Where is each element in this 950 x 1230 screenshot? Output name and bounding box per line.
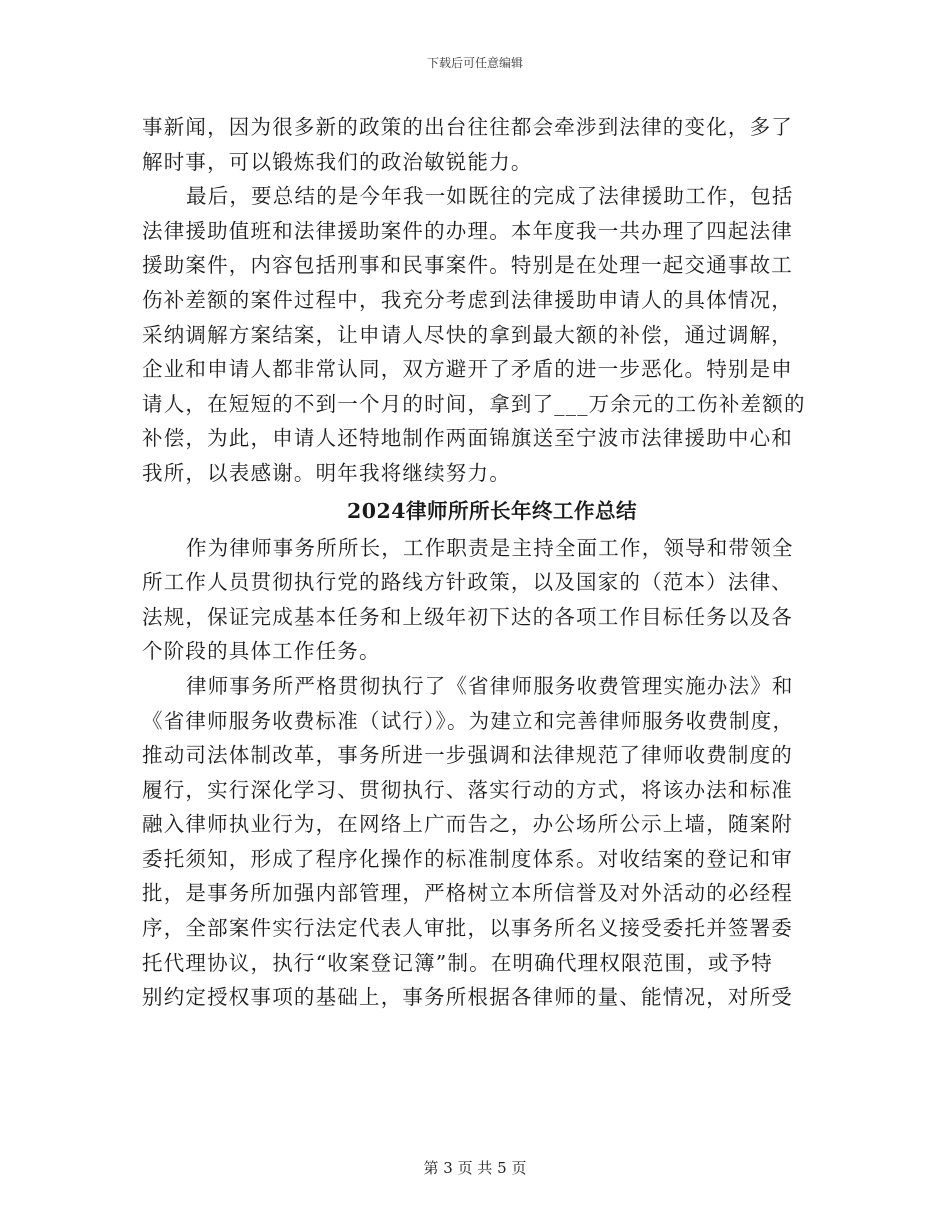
text-line: 融入律师执业行为，在网络上广而告之，办公场所公示上墙，随案附 (142, 812, 793, 837)
text-line: 批，是事务所加强内部管理，严格树立本所信誉及对外活动的必经程 (142, 881, 793, 906)
text-line: 解时事，可以锻炼我们的政治敏锐能力。 (142, 149, 533, 174)
text-line: 作为律师事务所所长，工作职责是主持全面工作，领导和带领全 (186, 535, 794, 560)
text-line: 伤补差额的案件过程中，我充分考虑到法律援助申请人的具体情况， (142, 287, 793, 312)
page-header: 下载后可任意编辑 (426, 56, 523, 70)
text-line: 个阶段的具体工作任务。 (142, 639, 381, 664)
text-line: 采纳调解方案结案，让申请人尽快的拿到最大额的补偿，通过调解， (142, 322, 793, 347)
text-line: 序，全部案件实行法定代表人审批，以事务所名义接受委托并签署委 (142, 916, 793, 941)
text-line: 法规，保证完成基本任务和上级年初下达的各项工作目标任务以及各 (142, 604, 793, 629)
text-line: 我所，以表感谢。明年我将继续努力。 (142, 460, 511, 485)
text-line: 推动司法体制改革，事务所进一步强调和法律规范了律师收费制度的 (142, 743, 793, 768)
text-line: 律师事务所严格贯彻执行了《省律师服务收费管理实施办法》和 (186, 673, 794, 698)
text-line: 补偿，为此，申请人还特地制作两面锦旗送至宁波市法律援助中心和 (142, 426, 793, 451)
text-line: 事新闻，因为很多新的政策的出台往往都会牵涉到法律的变化，多了 (142, 115, 793, 139)
text-line: 托代理协议，执行“收案登记簿”制。在明确代理权限范围，或予特 (142, 950, 773, 975)
paragraph (142, 531, 822, 669)
section-title: 2024律师所所长年终工作总结 (346, 498, 638, 523)
text-line: 请人，在短短的不到一个月的时间，拿到了___万余元的工伤补差额的 (142, 391, 806, 416)
paragraph (142, 110, 822, 179)
text-line: 法律援助值班和法律援助案件的办理。本年度我一共办理了四起法律 (142, 218, 793, 243)
text-line: 别约定授权事项的基础上，事务所根据各律师的量、能情况，对所受 (142, 985, 793, 1010)
document-body (142, 110, 822, 1015)
paragraph (142, 669, 822, 1015)
text-line: 所工作人员贯彻执行党的路线方针政策，以及国家的（范本）法律、 (142, 570, 793, 595)
page-number: 第 3 页 共 5 页 (423, 1159, 527, 1177)
text-line: 委托须知，形成了程序化操作的标准制度体系。对收结案的登记和审 (142, 846, 793, 871)
text-line: 援助案件，内容包括刑事和民事案件。特别是在处理一起交通事故工 (142, 253, 793, 278)
text-line: 最后，要总结的是今年我一如既往的完成了法律援助工作，包括 (186, 184, 794, 209)
paragraph (142, 179, 822, 490)
text-line: 《省律师服务收费标准（试行）》。为建立和完善律师服务收费制度， (142, 708, 795, 733)
text-line: 履行，实行深化学习、贯彻执行、落实行动的方式，将该办法和标准 (142, 777, 793, 802)
text-line: 企业和申请人都非常认同，双方避开了矛盾的进一步恶化。特别是申 (142, 357, 793, 382)
